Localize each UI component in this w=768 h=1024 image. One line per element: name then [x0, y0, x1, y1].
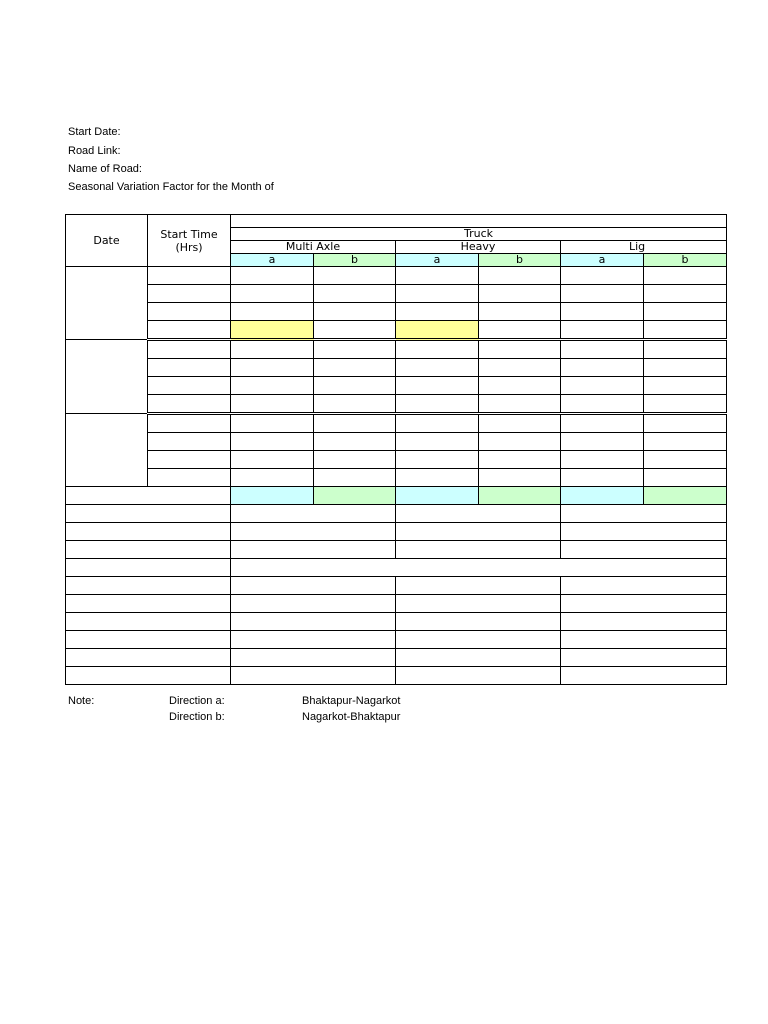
count-cell[interactable]	[479, 321, 561, 340]
date-cell[interactable]	[66, 340, 148, 414]
total-cell[interactable]	[314, 487, 396, 505]
count-cell[interactable]	[314, 414, 396, 433]
highlight-cell[interactable]	[231, 321, 314, 340]
summary-cell[interactable]	[561, 523, 727, 541]
time-cell[interactable]	[148, 414, 231, 433]
summary-cell[interactable]	[231, 613, 396, 631]
summary-cell[interactable]	[561, 577, 727, 595]
count-cell[interactable]	[314, 321, 396, 340]
count-cell[interactable]	[396, 267, 479, 285]
count-cell[interactable]	[231, 395, 314, 414]
summary-cell[interactable]	[396, 631, 561, 649]
summary-cell[interactable]	[231, 631, 396, 649]
count-cell[interactable]	[561, 433, 644, 451]
multi-axle-dir-b: b	[314, 254, 396, 267]
count-cell[interactable]	[231, 285, 314, 303]
date-cell[interactable]	[66, 267, 148, 340]
time-cell[interactable]	[148, 395, 231, 414]
summary-cell[interactable]	[561, 595, 727, 613]
count-cell[interactable]	[644, 321, 727, 340]
summary-label-cell	[66, 523, 231, 541]
date-cell[interactable]	[66, 414, 148, 487]
count-cell[interactable]	[314, 267, 396, 285]
summary-label-cell	[66, 595, 231, 613]
count-cell[interactable]	[231, 414, 314, 433]
time-cell[interactable]	[148, 340, 231, 359]
summary-label-cell	[66, 559, 231, 577]
time-cell[interactable]	[148, 303, 231, 321]
count-cell[interactable]	[396, 395, 479, 414]
count-cell[interactable]	[396, 303, 479, 321]
summary-cell[interactable]	[231, 649, 396, 667]
time-cell[interactable]	[148, 451, 231, 469]
summary-cell[interactable]	[396, 649, 561, 667]
heavy-dir-a: a	[396, 254, 479, 267]
count-cell[interactable]	[314, 285, 396, 303]
count-cell[interactable]	[396, 340, 479, 359]
count-cell[interactable]	[479, 285, 561, 303]
summary-cell[interactable]	[396, 523, 561, 541]
highlight-cell[interactable]	[396, 321, 479, 340]
summary-cell[interactable]	[396, 541, 561, 559]
summary-cell[interactable]	[561, 541, 727, 559]
count-cell[interactable]	[644, 285, 727, 303]
light-header: Lig	[561, 241, 727, 254]
count-cell[interactable]	[644, 267, 727, 285]
summary-cell[interactable]	[231, 505, 396, 523]
summary-cell[interactable]	[231, 595, 396, 613]
count-cell[interactable]	[479, 395, 561, 414]
count-cell[interactable]	[479, 469, 561, 487]
count-cell[interactable]	[644, 433, 727, 451]
summary-cell[interactable]	[561, 505, 727, 523]
direction-a-label: Direction a:	[169, 695, 225, 707]
time-cell[interactable]	[148, 377, 231, 395]
count-cell[interactable]	[561, 321, 644, 340]
count-cell[interactable]	[479, 377, 561, 395]
heavy-dir-b: b	[479, 254, 561, 267]
time-cell[interactable]	[148, 359, 231, 377]
summary-wide-cell[interactable]	[231, 559, 727, 577]
multi-axle-header: Multi Axle	[231, 241, 396, 254]
count-cell[interactable]	[231, 469, 314, 487]
road-link-label: Road Link:	[68, 145, 121, 157]
total-cell[interactable]	[479, 487, 561, 505]
count-cell[interactable]	[644, 395, 727, 414]
count-cell[interactable]	[314, 395, 396, 414]
count-cell[interactable]	[396, 414, 479, 433]
summary-label-cell	[66, 631, 231, 649]
total-cell[interactable]	[561, 487, 644, 505]
count-cell[interactable]	[396, 377, 479, 395]
total-cell[interactable]	[231, 487, 314, 505]
traffic-count-table	[65, 214, 689, 696]
count-cell[interactable]	[314, 451, 396, 469]
count-cell[interactable]	[231, 303, 314, 321]
light-dir-b: b	[644, 254, 727, 267]
count-cell[interactable]	[561, 303, 644, 321]
count-cell[interactable]	[314, 359, 396, 377]
start-time-unit: (Hrs)	[175, 240, 203, 254]
summary-cell[interactable]	[561, 649, 727, 667]
summary-cell[interactable]	[396, 595, 561, 613]
summary-cell[interactable]	[561, 631, 727, 649]
count-cell[interactable]	[396, 285, 479, 303]
seasonal-factor-label: Seasonal Variation Factor for the Month of	[68, 181, 274, 193]
count-cell[interactable]	[479, 359, 561, 377]
summary-cell[interactable]	[231, 667, 396, 685]
summary-label-cell	[66, 505, 231, 523]
direction-b-label: Direction b:	[169, 711, 225, 723]
count-cell[interactable]	[314, 377, 396, 395]
count-cell[interactable]	[314, 303, 396, 321]
summary-label-cell	[66, 613, 231, 631]
count-cell[interactable]	[314, 433, 396, 451]
count-cell[interactable]	[561, 267, 644, 285]
summary-cell[interactable]	[396, 577, 561, 595]
count-cell[interactable]	[479, 451, 561, 469]
count-cell[interactable]	[396, 451, 479, 469]
count-cell[interactable]	[231, 451, 314, 469]
count-cell[interactable]	[561, 469, 644, 487]
count-cell[interactable]	[644, 340, 727, 359]
count-cell[interactable]	[479, 433, 561, 451]
count-cell[interactable]	[231, 433, 314, 451]
count-cell[interactable]	[231, 359, 314, 377]
summary-cell[interactable]	[231, 523, 396, 541]
count-cell[interactable]	[479, 414, 561, 433]
count-cell[interactable]	[561, 285, 644, 303]
count-cell[interactable]	[561, 395, 644, 414]
count-cell[interactable]	[644, 303, 727, 321]
count-cell[interactable]	[314, 469, 396, 487]
count-cell[interactable]	[396, 469, 479, 487]
count-cell[interactable]	[479, 267, 561, 285]
count-cell[interactable]	[396, 433, 479, 451]
count-cell[interactable]	[644, 359, 727, 377]
count-cell[interactable]	[479, 340, 561, 359]
start-time-label: Start Time	[160, 227, 218, 241]
summary-label-cell	[66, 667, 231, 685]
start-date-label: Start Date:	[68, 126, 121, 138]
count-cell[interactable]	[231, 377, 314, 395]
count-cell[interactable]	[644, 469, 727, 487]
start-time-header	[148, 215, 231, 267]
summary-cell[interactable]	[561, 613, 727, 631]
count-cell[interactable]	[561, 414, 644, 433]
summary-cell[interactable]	[231, 541, 396, 559]
summary-label-cell	[66, 649, 231, 667]
multi-axle-dir-a: a	[231, 254, 314, 267]
total-cell[interactable]	[644, 487, 727, 505]
time-cell[interactable]	[148, 267, 231, 285]
heavy-header: Heavy	[396, 241, 561, 254]
summary-cell[interactable]	[561, 667, 727, 685]
time-cell[interactable]	[148, 469, 231, 487]
count-cell[interactable]	[479, 303, 561, 321]
summary-cell[interactable]	[231, 577, 396, 595]
count-cell[interactable]	[314, 340, 396, 359]
count-cell[interactable]	[231, 267, 314, 285]
note-label: Note:	[68, 695, 95, 707]
summary-cell[interactable]	[396, 613, 561, 631]
count-cell[interactable]	[396, 359, 479, 377]
count-cell[interactable]	[644, 414, 727, 433]
summary-label-cell	[66, 541, 231, 559]
total-label-cell	[66, 487, 231, 505]
summary-cell[interactable]	[396, 505, 561, 523]
count-cell[interactable]	[561, 377, 644, 395]
direction-a-value: Bhaktapur-Nagarkot	[302, 695, 401, 707]
count-cell[interactable]	[231, 340, 314, 359]
count-cell[interactable]	[644, 451, 727, 469]
time-cell[interactable]	[148, 433, 231, 451]
count-cell[interactable]	[561, 359, 644, 377]
count-cell[interactable]	[644, 377, 727, 395]
time-cell[interactable]	[148, 321, 231, 340]
name-of-road-label: Name of Road:	[68, 163, 142, 175]
total-cell[interactable]	[396, 487, 479, 505]
summary-cell[interactable]	[396, 667, 561, 685]
count-cell[interactable]	[561, 340, 644, 359]
time-cell[interactable]	[148, 285, 231, 303]
count-cell[interactable]	[561, 451, 644, 469]
direction-b-value: Nagarkot-Bhaktapur	[302, 711, 401, 723]
date-header: Date	[66, 215, 148, 267]
truck-header: Truck	[231, 228, 727, 241]
summary-label-cell	[66, 577, 231, 595]
light-dir-a: a	[561, 254, 644, 267]
